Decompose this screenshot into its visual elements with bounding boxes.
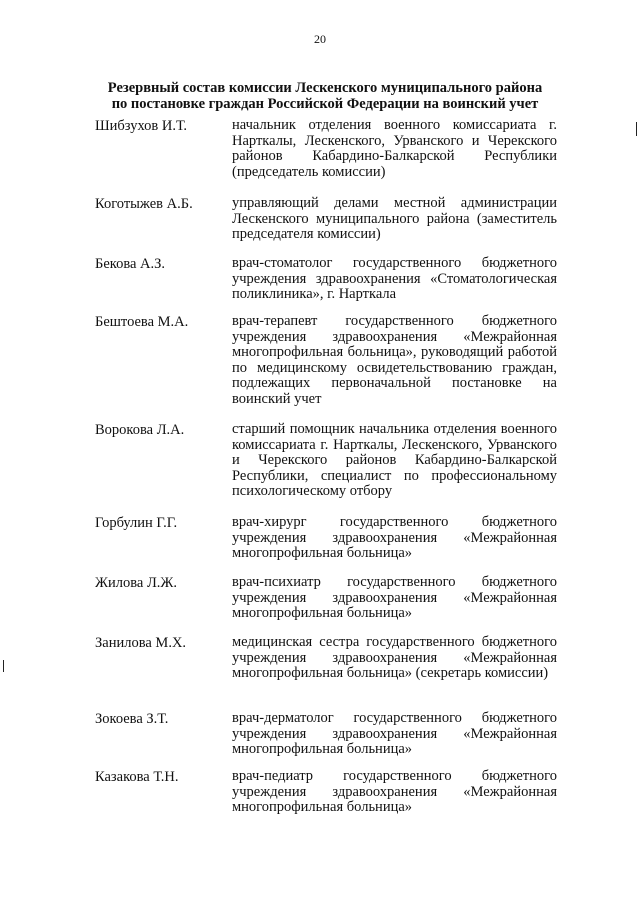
member-entry bbox=[0, 515, 640, 575]
member-description: старший помощник начальника отделения военного комиссариата г. Нарткалы, Лескенского, Урванского и Черекского районов Кабардино-Балкарской Республики, специалист по профессиональному психологическому отбору bbox=[232, 421, 557, 499]
title-line-1: Резервный состав комиссии Лескенского муниципального района bbox=[107, 80, 543, 96]
member-entry bbox=[0, 769, 640, 829]
member-name: Зокоева З.Т. bbox=[95, 711, 169, 727]
member-description: врач-дерматолог государственного бюджетного учреждения здравоохранения «Межрайонная многопрофильная больница» bbox=[232, 710, 557, 757]
member-description: врач-хирург государственного бюджетного учреждения здравоохранения «Межрайонная многопрофильная больница» bbox=[232, 514, 557, 561]
member-description: врач-стоматолог государственного бюджетного учреждения здравоохранения «Стоматологическая поликлиника», г. Нарткала bbox=[232, 255, 557, 302]
member-description: врач-терапевт государственного бюджетного учреждения здравоохранения «Межрайонная многопрофильная больница», руководящий работой по медицинскому освидетельствованию граждан, подлежащих первоначальной постановке на воинский учет bbox=[232, 313, 557, 407]
page-number: 20 bbox=[314, 32, 326, 46]
member-entry bbox=[0, 635, 640, 711]
scan-edge-mark bbox=[3, 660, 4, 672]
member-description: начальник отделения военного комиссариата г. Нарткалы, Лескенского, Урванского и Черекского районов Кабардино-Балкарской Республики (председатель комиссии) bbox=[232, 117, 557, 180]
member-entry bbox=[0, 118, 640, 196]
scan-edge-mark bbox=[636, 122, 637, 136]
member-description: врач-педиатр государственного бюджетного учреждения здравоохранения «Межрайонная многопрофильная больница» bbox=[232, 768, 557, 815]
member-name: Ворокова Л.А. bbox=[95, 422, 185, 438]
member-name: Бештоева М.А. bbox=[95, 314, 189, 330]
member-list bbox=[0, 118, 640, 829]
member-name: Бекова А.З. bbox=[95, 256, 166, 272]
member-description: медицинская сестра государственного бюджетного учреждения здравоохранения «Межрайонная многопрофильная больница» (секретарь комиссии) bbox=[232, 634, 557, 681]
member-name: Занилова М.Х. bbox=[95, 635, 187, 651]
member-entry bbox=[0, 196, 640, 256]
member-description: управляющий делами местной администрации Лескенского муниципального района (заместитель председателя комиссии) bbox=[232, 195, 557, 242]
member-entry bbox=[0, 575, 640, 635]
member-name: Коготыжев А.Б. bbox=[95, 196, 193, 212]
member-name: Жилова Л.Ж. bbox=[95, 575, 178, 591]
member-name: Горбулин Г.Г. bbox=[95, 515, 178, 531]
member-entry bbox=[0, 256, 640, 314]
title-line-2: по постановке граждан Российской Федерации на воинский учет bbox=[111, 96, 539, 112]
member-description: врач-психиатр государственного бюджетного учреждения здравоохранения «Межрайонная многопрофильная больница» bbox=[232, 574, 557, 621]
member-entry bbox=[0, 711, 640, 769]
member-name: Казакова Т.Н. bbox=[95, 769, 179, 785]
member-entry bbox=[0, 314, 640, 422]
document-title bbox=[60, 80, 590, 112]
member-name: Шибзухов И.Т. bbox=[95, 118, 187, 134]
member-entry bbox=[0, 422, 640, 515]
